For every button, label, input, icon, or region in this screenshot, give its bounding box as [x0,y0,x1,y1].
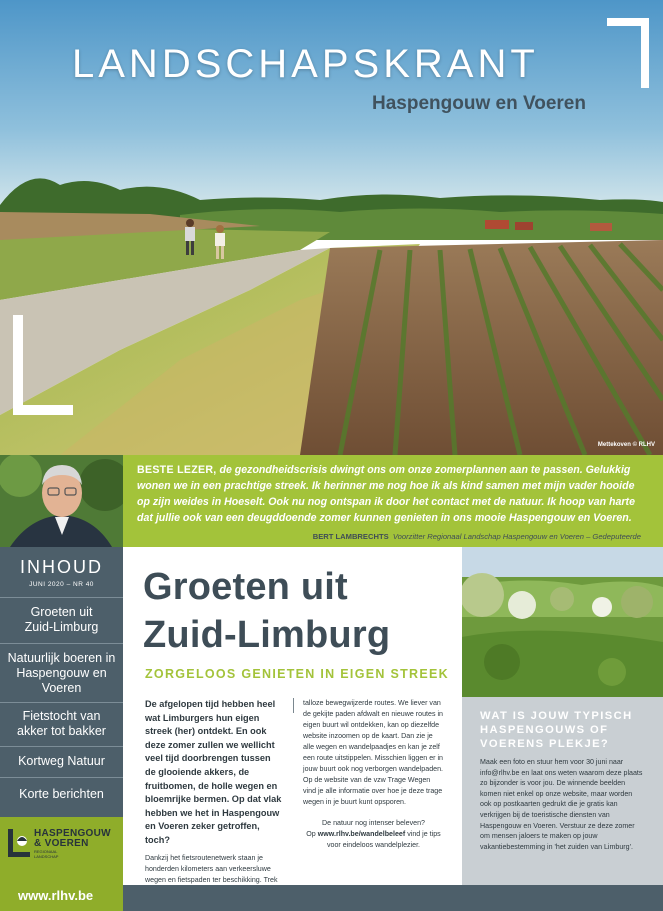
logo-l-icon [7,827,31,859]
toc-item-fietstocht[interactable]: Fietstocht van akker tot bakker [17,709,106,738]
column-divider [293,698,294,713]
lead-paragraph: De afgelopen tijd hebben heel wat Limburgers hun eigen streek (her) ontdekt. En ook deze zomer zullen we wellicht veel tijd doorbrengen tussen de glooiende akkers, de fruitbomen, de holle wegen en bloemrijke bermen. Op dat vlak hebben we het in Haspengouw en Voeren zeker getroffen, toch? [145,699,282,845]
intro-signature [313,532,641,541]
author-portrait [0,455,123,547]
signature-role: Voorzitter Regionaal Landschap Haspengouw en Voeren – Gedeputeerde [392,532,641,541]
toc-issue: JUNI 2020 – NR 40 [29,581,94,588]
contest-title: WAT IS JOUW TYPISCH HASPENGOUWS OF VOERENS PLEKJE? [480,710,633,750]
masthead-title: LANDSCHAPSKRANT [72,42,539,86]
hero-photo [0,0,663,455]
toc-item-groeten[interactable]: Groeten uit Zuid-Limburg [24,605,99,634]
call-to-action: De natuur nog intenser beleven? Op www.rlhv.be/wandelbeleef vind je tips voor eindeloos wandelplezier. [306,819,441,849]
website-link[interactable]: www.rlhv.be [18,888,94,903]
intro-letter [123,455,663,547]
divider [0,597,123,598]
masthead-subtitle: Haspengouw en Voeren [372,93,586,114]
article-headline: Groeten uit Zuid-Limburg [143,566,391,656]
contest-text: Maak een foto en stuur hem voor 30 juni naar info@rlhv.be en laat ons weten waarom deze plaats zo bijzonder is voor jou. De winnende beelden komen niet enkel op onze website, maar worden ook op postkaarten gedrukt die je gratis kan verkrijgen bij de toeristische diensten van Haspengouw en Voeren. Verstuur ze deze zomer om mensen jaloers te maken op jouw vakantiebestemming in 'het zuiden van Limburg'. [480,758,643,851]
toc-title: INHOUD [20,557,103,577]
divider [0,746,123,747]
orchard-photo [462,547,663,697]
intro-text: de gezondheidscrisis dwingt ons om onze zomerplannen aan te passen. Gelukkig wonen we in een prachtige streek. Ik herinner me nog hoe ik als kind samen met mijn vader hooide op zijn weides in Hoeselt. Ook nu nog ontspan ik door het contact met de natuur. Ik hoop van harte dat jullie ook van een deugddoende zomer kunnen genieten in ons mooie Haspengouw en Voeren. [137,464,635,524]
intro-lead: BESTE LEZER, [137,464,217,476]
footer-bar [123,885,663,911]
corner-bracket-graphic [607,18,649,88]
main-article [123,547,462,911]
article-kicker: ZORGELOOS GENIETEN IN EIGEN STREEK [145,667,449,681]
l-logo-graphic [13,315,73,415]
signature-name: BERT LAMBRECHTS [312,532,389,541]
divider [0,643,123,644]
article-column-right [303,698,444,851]
logo-name: HASPENGOUW & VOEREN [34,828,111,849]
toc-item-korte-berichten[interactable]: Korte berichten [19,787,104,801]
body-paragraph-right: talloze bewegwijzerde routes. We liever van de gekijte paden afdwalt en nieuwe routes in eigen buurt wil ontdekken, kan op diezelfde website inzoomen op de kaart. Dan zie je alle wegen en wandelpaadjes en kan je zelf een route uitstippelen. Misschien liggen er in jouw buurt ook nog verborgen wandelpaden. Op de website van de vzw Trage Wegen vind je alle informatie over hoe je deze trage wegen in je buurt kunt opsporen. [303,699,444,806]
photo-credit: Mettekoven © RLHV [597,442,655,448]
article-column-left [145,698,282,908]
wandelbeleef-link[interactable]: www.rlhv.be/wandelbeleef [317,830,406,838]
rlhv-logo[interactable] [0,817,123,911]
divider [0,702,123,703]
toc-item-natuurlijk-boeren[interactable]: Natuurlijk boeren in Haspengouw en Voeren [7,651,116,695]
logo-tagline: REGIONAAL LANDSCHAP [34,849,59,859]
divider [0,777,123,778]
body-paragraph: Dankzij het fietsroutenetwerk staan je honderden kilometers aan verkeersluwe wegen en fietspaden ter beschikking. Trek [145,853,282,908]
toc-item-kortweg-natuur[interactable]: Kortweg Natuur [18,754,105,768]
photo-contest-box [462,697,663,885]
table-of-contents [0,547,123,911]
